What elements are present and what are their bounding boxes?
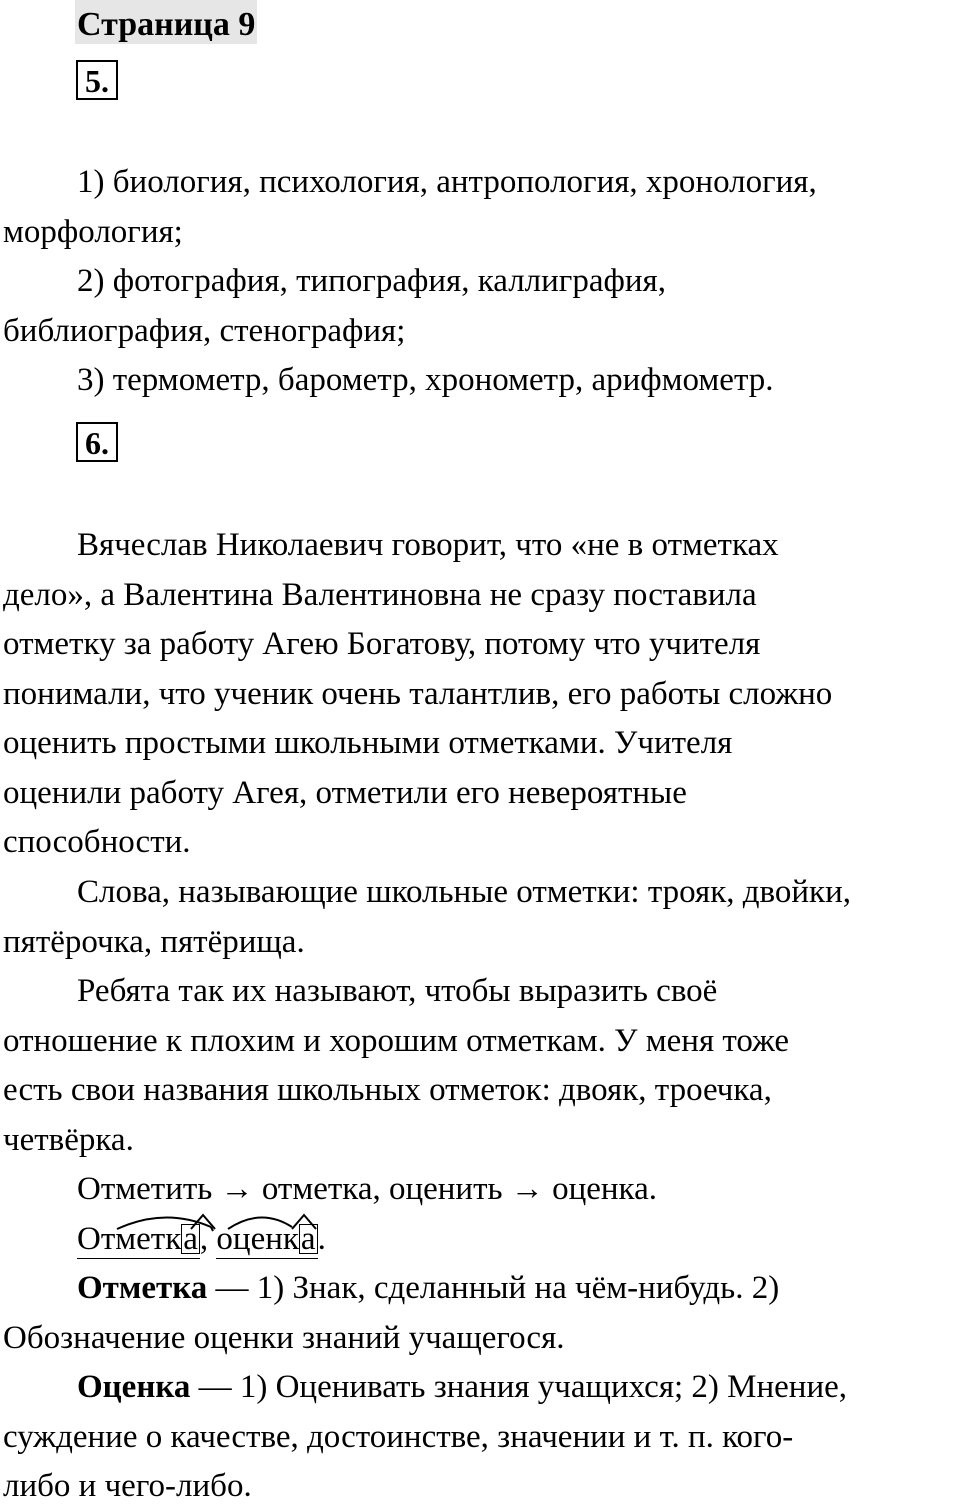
p1-line-1: Вячеслав Николаевич говорит, что «не в отметках <box>77 527 779 563</box>
definition-2 <box>3 1363 958 1512</box>
p1-line-5: оценить простыми школьными отметками. Учителя <box>3 725 733 761</box>
word-1-stem: Отметк <box>77 1221 182 1257</box>
arrow-icon: → <box>510 1171 544 1207</box>
morpheme-word-2 <box>216 1215 317 1265</box>
p3-line-4: четвёрка. <box>3 1121 134 1158</box>
p2-line-1: Слова, называющие школьные отметки: трояк, двойки, <box>77 874 851 910</box>
suffix-caret-icon <box>290 1211 320 1231</box>
word-2-stem: оценк <box>216 1221 299 1257</box>
def-2-text-3: либо и чего-либо. <box>3 1468 252 1504</box>
task-6-paragraph-2 <box>3 868 958 967</box>
page-title: Страница 9 <box>75 0 257 44</box>
p1-line-6: оценили работу Агея, отметили его невероятные <box>3 774 687 811</box>
task-6-paragraph-1 <box>3 521 958 868</box>
stem-underline <box>77 1258 200 1259</box>
derivation-word-1: Отметить <box>77 1171 213 1207</box>
suffix-caret-icon <box>189 1211 219 1231</box>
word-1-ending-box: а <box>183 1221 198 1257</box>
arrow-icon: → <box>220 1171 254 1207</box>
def-2-text-2: суждение о качестве, достоинстве, значении и т. п. кого- <box>3 1418 794 1455</box>
def-1-line-1 <box>3 1264 958 1314</box>
p3-line-2: отношение к плохим и хорошим отметкам. У меня тоже <box>3 1022 790 1059</box>
def-2-text-1: — 1) Оценивать знания учащихся; 2) Мнение, <box>190 1369 848 1405</box>
stem-underline <box>216 1258 317 1259</box>
task-6-number: 6. <box>76 422 118 462</box>
morpheme-analysis-line <box>77 1215 326 1265</box>
task-5-item-2 <box>3 257 958 356</box>
task-5-item-2-line-1: 2) фотография, типография, каллиграфия, <box>77 263 666 299</box>
task-5-item-2-line-2: библиография, стенография; <box>3 312 406 349</box>
def-1-text-2: Обозначение оценки знаний учащегося. <box>3 1319 565 1356</box>
task-5-item-3-line-1: 3) термометр, барометр, хронометр, арифмометр. <box>77 362 774 398</box>
task-5-item-3 <box>3 356 958 406</box>
def-2-term: Оценка <box>77 1369 191 1405</box>
derivation-line <box>77 1165 657 1215</box>
p2-line-2: пятёрочка, пятёрища. <box>3 923 305 960</box>
p1-line-2: дело», а Валентина Валентиновна не сразу поставила <box>3 576 757 613</box>
separator: , <box>199 1221 209 1257</box>
derivation-word-2: отметка, оценить <box>261 1171 503 1207</box>
p3-line-1: Ребята так их называют, чтобы выразить своё <box>77 973 718 1009</box>
task-5-item-1 <box>3 158 958 257</box>
word-2-ending-box: а <box>300 1221 316 1257</box>
root-arc-icon <box>226 1213 296 1233</box>
def-1-term: Отметка <box>77 1270 208 1306</box>
task-6-paragraph-3 <box>3 967 958 1165</box>
definition-1 <box>3 1264 958 1363</box>
end-period: . <box>317 1221 326 1257</box>
p1-line-4: понимали, что ученик очень талантлив, его работы сложно <box>3 675 833 712</box>
task-5-item-1-line-2: морфология; <box>3 213 183 250</box>
task-5-number: 5. <box>76 60 118 100</box>
derivation-word-3: оценка. <box>552 1171 657 1207</box>
def-1-text-1: — 1) Знак, сделанный на чём-нибудь. 2) <box>207 1270 780 1306</box>
p1-line-3: отметку за работу Агею Богатову, потому что учителя <box>3 626 761 662</box>
p3-line-3: есть свои названия школьных отметок: двояк, троечка, <box>3 1072 772 1108</box>
task-5-item-1-line-1: 1) биология, психология, антропология, хронология, <box>77 164 817 200</box>
def-2-line-1 <box>3 1363 958 1413</box>
morpheme-word-1 <box>77 1215 200 1265</box>
p1-line-7: способности. <box>3 824 191 860</box>
